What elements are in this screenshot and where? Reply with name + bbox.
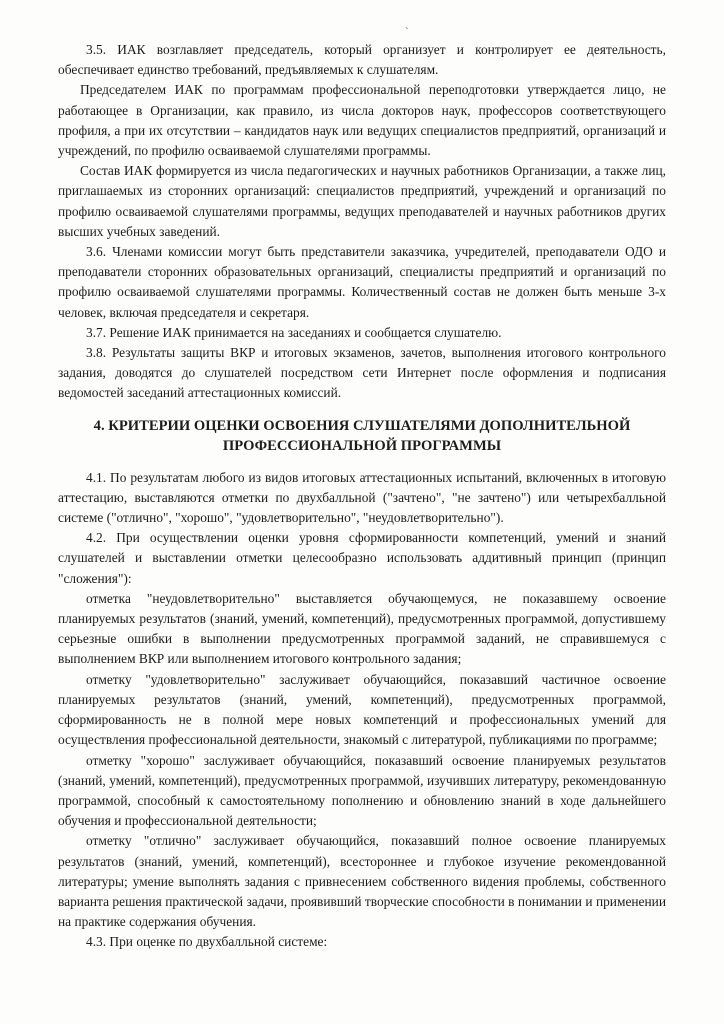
section-4-heading — [58, 416, 666, 456]
paragraph-4-3: 4.3. При оценке по двухбалльной системе: — [86, 934, 328, 950]
section-4-heading-line1: 4. КРИТЕРИИ ОЦЕНКИ ОСВОЕНИЯ СЛУШАТЕЛЯМИ ДОПОЛНИТЕЛЬНОЙ — [93, 417, 631, 434]
paragraph-4-2: 4.2. При осуществлении оценки уровня сформированности компетенций, умений и знаний слушателей и выставлении отметки целесообразно использовать аддитивный принцип (принцип "сложения"): — [58, 530, 666, 586]
paragraph-composition: Состав ИАК формируется из числа педагогических и научных работников Организации, а также лиц, приглашаемых из сторонних организаций: специалистов предприятий, учреждений и организаций по профилю осваиваемой слушателями программы, ведущих преподавателей и научных работников других высших учебных заведений. — [58, 163, 666, 239]
paragraph-4-1: 4.1. По результатам любого из видов итоговых аттестационных испытаний, включенных в итоговую аттестацию, выставляются отметки по двухбалльной ("зачтено", "не зачтено") или четырехбалльной системе ("отлично", "хорошо", "удовлетворительно", "неудовлетворительно"). — [58, 469, 666, 526]
section-4-heading-line2: ПРОФЕССИОНАЛЬНОЙ ПРОГРАММЫ — [222, 437, 502, 454]
paragraph-chairman: Председателем ИАК по программам профессиональной переподготовки утверждается лицо, не работающее в Организации, как правило, из числа докторов наук, профессоров соответствующего профиля, а при их отсутствии – кандидатов наук или ведущих специалистов предприятий, организаций и учреждений, по профилю осваиваемой слушателями программы. — [58, 82, 666, 159]
paragraph-grade-unsatisfactory: отметка "неудовлетворительно" выставляется обучающемуся, не показавшему освоение планируемых результатов (знаний, умений, компетенций), предусмотренных программой, допустившему серьезные ошибки в выполнении предусмотренных программой заданий, не справившемуся с выполнением ВКР или выполнением итогового контрольного задания; — [58, 590, 666, 667]
scan-mark: ` — [405, 26, 409, 38]
paragraph-3-7: 3.7. Решение ИАК принимается на заседаниях и сообщается слушателю. — [86, 324, 502, 340]
paragraph-grade-good: отметку "хорошо" заслуживает обучающийся, показавший освоение планируемых результатов (знаний, умений, компетенций), предусмотренных программой, изучивших литературу, рекомендованную программой, способный к самостоятельному пополнению и обновлению знаний в ходе дальнейшего обучения и профессиональной деятельности; — [58, 752, 666, 829]
paragraph-grade-excellent: отметку "отлично" заслуживает обучающийся, показавший полное освоение планируемых результатов (знаний, умений, компетенций), всестороннее и глубокое изучение рекомендованной литературы; умение выполнять задания с привнесением собственного видения проблемы, собственного варианта решения практической задачи, проявивший творческие способности в понимании и применении на практике содержания обучения. — [58, 833, 666, 930]
paragraph-3-8: 3.8. Результаты защиты ВКР и итоговых экзаменов, зачетов, выполнения итогового контрольного задания, доводятся до слушателей посредством сети Интернет после оформления и подписания ведомостей заседаний аттестационных комиссий. — [58, 345, 666, 401]
paragraph-3-5: 3.5. ИАК возглавляет председатель, который организует и контролирует ее деятельность, обеспечивает единство требований, предъявляемых к слушателям. — [58, 42, 666, 78]
paragraph-grade-satisfactory: отметку "удовлетворительно" заслуживает обучающийся, показавший частичное освоение планируемых результатов (знаний, умений, компетенций), предусмотренных программой, сформированность не в полной мере новых компетенций и профессиональных умений для осуществления профессиональной деятельности, знакомый с литературой, публикациями по программе; — [58, 671, 666, 748]
paragraph-3-6: 3.6. Членами комиссии могут быть представители заказчика, учредителей, преподаватели ОДО и преподаватели сторонних образовательных организаций, специалисты предприятий и организаций по профилю осваиваемой слушателями программы. Количественный состав не должен быть меньше 3-х человек, включая председателя и секретаря. — [58, 244, 666, 320]
